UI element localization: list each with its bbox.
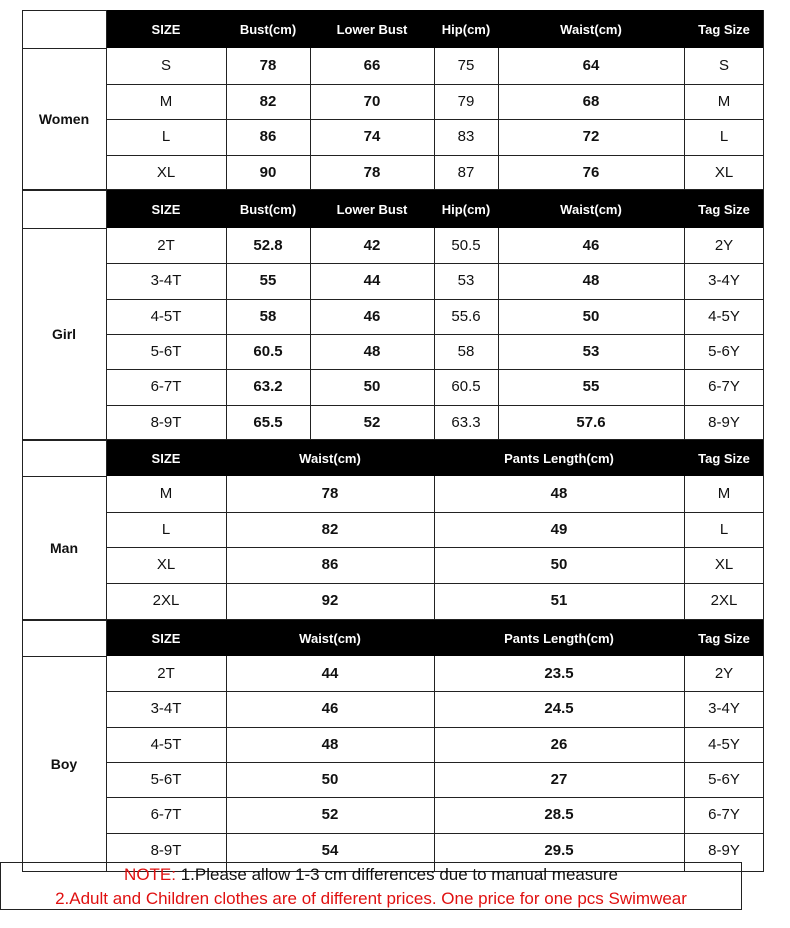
- grid-line: [226, 656, 227, 872]
- women-table-cell: L: [161, 128, 171, 146]
- girl-table-cell: 48: [582, 272, 600, 290]
- grid-line: [498, 48, 499, 190]
- women-table-cell: 87: [457, 163, 475, 181]
- grid-line: [434, 228, 435, 440]
- girl-table-cell: 2T: [157, 237, 175, 255]
- size-chart: [22, 10, 764, 920]
- grid-line: [763, 228, 764, 440]
- women-table-cell: 75: [457, 57, 475, 75]
- boy-group-label: Boy: [50, 756, 78, 772]
- grid-line: [226, 228, 227, 440]
- grid-line: [106, 762, 764, 763]
- girl-header-cell: Tag Size: [684, 190, 764, 228]
- women-table-cell: 78: [259, 57, 277, 75]
- man-table-cell: 51: [550, 591, 568, 609]
- women-table-cell: M: [717, 92, 731, 110]
- grid-line: [106, 10, 107, 48]
- man-table-cell: XL: [156, 556, 176, 574]
- girl-table-cell: 60.5: [253, 343, 283, 361]
- girl-table-cell: 57.6: [576, 413, 606, 431]
- man-table-cell: 92: [321, 591, 339, 609]
- grid-line: [22, 656, 106, 657]
- grid-line: [106, 190, 107, 228]
- women-table-cell: 86: [259, 128, 277, 146]
- boy-header-cell: Pants Length(cm): [434, 620, 684, 656]
- grid-line: [22, 620, 23, 872]
- grid-line: [684, 656, 685, 872]
- girl-table-cell: 2Y: [714, 237, 734, 255]
- girl-table-cell: 6-7Y: [708, 378, 740, 396]
- women-header-cell: SIZE: [106, 10, 226, 48]
- grid-line: [106, 228, 107, 440]
- girl-table-cell: 63.3: [451, 413, 481, 431]
- girl-table-cell: 58: [259, 307, 277, 325]
- grid-line: [763, 190, 764, 228]
- man-table-cell: M: [159, 485, 173, 503]
- girl-table-cell: 60.5: [451, 378, 481, 396]
- women-table-cell: XL: [714, 163, 734, 181]
- girl-header-cell: Bust(cm): [226, 190, 310, 228]
- girl-header-cell: Waist(cm): [498, 190, 684, 228]
- grid-line: [22, 440, 23, 620]
- girl-header-cell: Hip(cm): [434, 190, 498, 228]
- girl-table-cell: 5-6T: [150, 343, 182, 361]
- grid-line: [434, 476, 435, 620]
- man-header-cell: Tag Size: [684, 440, 764, 476]
- man-table-cell: XL: [714, 556, 734, 574]
- women-table-cell: 66: [363, 57, 381, 75]
- note-box: [0, 862, 742, 910]
- girl-table-cell: 3-4Y: [708, 272, 740, 290]
- note-line-2: 2.Adult and Children clothes are of different prices. One price for one pcs Swimwear: [55, 889, 687, 908]
- grid-line: [684, 228, 685, 440]
- girl-table-cell: 46: [582, 237, 600, 255]
- boy-table-cell: 46: [321, 700, 339, 718]
- women-table-cell: 76: [582, 163, 600, 181]
- girl-header-cell: SIZE: [106, 190, 226, 228]
- boy-table-cell: 26: [550, 735, 568, 753]
- girl-table-cell: 52: [363, 413, 381, 431]
- girl-table-cell: 50: [582, 307, 600, 325]
- grid-line: [22, 228, 106, 229]
- women-table-cell: XL: [156, 163, 176, 181]
- women-table-cell: 83: [457, 128, 475, 146]
- grid-line: [22, 440, 106, 441]
- grid-line: [106, 656, 107, 872]
- man-table-cell: 48: [550, 485, 568, 503]
- grid-line: [106, 797, 764, 798]
- women-table-cell: 78: [363, 163, 381, 181]
- man-table-cell: 82: [321, 520, 339, 538]
- grid-line: [106, 691, 764, 692]
- grid-line: [106, 833, 764, 834]
- grid-line: [106, 440, 107, 476]
- grid-line: [498, 228, 499, 440]
- boy-table-cell: 8-9T: [150, 841, 182, 859]
- grid-line: [22, 190, 106, 191]
- grid-line: [684, 48, 685, 190]
- women-header-cell: Hip(cm): [434, 10, 498, 48]
- boy-table-cell: 29.5: [544, 841, 574, 859]
- man-table-cell: M: [717, 485, 731, 503]
- boy-table-cell: 27: [550, 771, 568, 789]
- grid-line: [22, 476, 106, 477]
- boy-table-cell: 2T: [157, 665, 175, 683]
- boy-table-cell: 50: [321, 771, 339, 789]
- girl-table-cell: 44: [363, 272, 381, 290]
- girl-table-cell: 55: [582, 378, 600, 396]
- women-table-cell: 79: [457, 92, 475, 110]
- man-table-cell: L: [719, 520, 729, 538]
- boy-header-cell: Tag Size: [684, 620, 764, 656]
- grid-line: [226, 476, 227, 620]
- girl-table-cell: 3-4T: [150, 272, 182, 290]
- boy-table-cell: 4-5Y: [708, 735, 740, 753]
- boy-table-cell: 6-7T: [150, 806, 182, 824]
- note-prefix: NOTE:: [124, 865, 176, 884]
- grid-line: [106, 583, 764, 584]
- note-text-1: 1.Please allow 1-3 cm differences due to manual measure: [176, 865, 618, 884]
- man-header-cell: Waist(cm): [226, 440, 434, 476]
- grid-line: [684, 476, 685, 620]
- girl-table-cell: 63.2: [253, 378, 283, 396]
- boy-table-cell: 44: [321, 665, 339, 683]
- man-table-cell: 2XL: [710, 591, 738, 609]
- grid-line: [106, 369, 764, 370]
- girl-table-cell: 5-6Y: [708, 343, 740, 361]
- boy-table-cell: 23.5: [544, 665, 574, 683]
- women-table-cell: 68: [582, 92, 600, 110]
- boy-table-cell: 3-4Y: [708, 700, 740, 718]
- grid-line: [763, 476, 764, 620]
- grid-line: [434, 656, 435, 872]
- girl-header-cell: Lower Bust: [310, 190, 434, 228]
- grid-line: [106, 48, 107, 190]
- boy-table-cell: 8-9Y: [708, 841, 740, 859]
- man-header-cell: Pants Length(cm): [434, 440, 684, 476]
- women-header-cell: Bust(cm): [226, 10, 310, 48]
- boy-table-cell: 54: [321, 841, 339, 859]
- girl-table-cell: 8-9Y: [708, 413, 740, 431]
- man-table-cell: 78: [321, 485, 339, 503]
- women-table-cell: S: [718, 57, 729, 75]
- man-table-cell: 49: [550, 520, 568, 538]
- girl-table-cell: 52.8: [253, 237, 283, 255]
- girl-table-cell: 55.6: [451, 307, 481, 325]
- women-table-cell: S: [160, 57, 171, 75]
- grid-line: [310, 48, 311, 190]
- man-table-cell: 50: [550, 556, 568, 574]
- women-table-cell: 64: [582, 57, 600, 75]
- grid-line: [106, 547, 764, 548]
- women-header-cell: Lower Bust: [310, 10, 434, 48]
- girl-table-cell: 50.5: [451, 237, 481, 255]
- grid-line: [763, 620, 764, 656]
- girl-table-cell: 53: [457, 272, 475, 290]
- boy-table-cell: 2Y: [714, 665, 734, 683]
- women-table-cell: 70: [363, 92, 381, 110]
- boy-header-cell: Waist(cm): [226, 620, 434, 656]
- women-table-cell: 90: [259, 163, 277, 181]
- girl-table-cell: 65.5: [253, 413, 283, 431]
- boy-table-cell: 4-5T: [150, 735, 182, 753]
- grid-line: [106, 84, 764, 85]
- grid-line: [106, 620, 107, 656]
- man-group-label: Man: [50, 540, 78, 556]
- boy-table-cell: 24.5: [544, 700, 574, 718]
- boy-table-cell: 48: [321, 735, 339, 753]
- girl-group-label: Girl: [51, 326, 77, 342]
- boy-table-cell: 28.5: [544, 806, 574, 824]
- grid-line: [310, 228, 311, 440]
- women-header-cell: Tag Size: [684, 10, 764, 48]
- girl-table-cell: 8-9T: [150, 413, 182, 431]
- boy-header-cell: SIZE: [106, 620, 226, 656]
- grid-line: [106, 334, 764, 335]
- girl-table-cell: 48: [363, 343, 381, 361]
- girl-table-cell: 46: [363, 307, 381, 325]
- girl-table-cell: 55: [259, 272, 277, 290]
- man-table-cell: L: [161, 520, 171, 538]
- boy-table-cell: 52: [321, 806, 339, 824]
- women-header-cell: Waist(cm): [498, 10, 684, 48]
- girl-table-cell: 6-7T: [150, 378, 182, 396]
- grid-line: [106, 476, 107, 620]
- girl-table-cell: 53: [582, 343, 600, 361]
- women-table-cell: 82: [259, 92, 277, 110]
- grid-line: [106, 512, 764, 513]
- grid-line: [226, 48, 227, 190]
- grid-line: [22, 10, 23, 190]
- boy-table-cell: 5-6T: [150, 771, 182, 789]
- grid-line: [434, 48, 435, 190]
- grid-line: [106, 299, 764, 300]
- grid-line: [763, 48, 764, 190]
- girl-table-cell: 58: [457, 343, 475, 361]
- grid-line: [763, 656, 764, 872]
- women-table-cell: 72: [582, 128, 600, 146]
- grid-line: [106, 263, 764, 264]
- boy-table-cell: 6-7Y: [708, 806, 740, 824]
- girl-table-cell: 42: [363, 237, 381, 255]
- grid-line: [22, 620, 106, 621]
- women-group-label: Women: [38, 111, 90, 127]
- women-table-cell: 74: [363, 128, 381, 146]
- boy-table-cell: 5-6Y: [708, 771, 740, 789]
- girl-table-cell: 4-5T: [150, 307, 182, 325]
- girl-table-cell: 50: [363, 378, 381, 396]
- women-table-cell: L: [719, 128, 729, 146]
- note-line-1: [1, 863, 741, 887]
- girl-table-cell: 4-5Y: [708, 307, 740, 325]
- grid-line: [106, 155, 764, 156]
- boy-table-cell: 3-4T: [150, 700, 182, 718]
- women-table-cell: M: [159, 92, 173, 110]
- man-table-cell: 2XL: [152, 591, 180, 609]
- grid-line: [22, 10, 106, 11]
- man-table-cell: 86: [321, 556, 339, 574]
- grid-line: [22, 48, 106, 49]
- grid-line: [763, 440, 764, 476]
- grid-line: [106, 727, 764, 728]
- man-header-cell: SIZE: [106, 440, 226, 476]
- grid-line: [106, 405, 764, 406]
- grid-line: [106, 119, 764, 120]
- grid-line: [763, 10, 764, 48]
